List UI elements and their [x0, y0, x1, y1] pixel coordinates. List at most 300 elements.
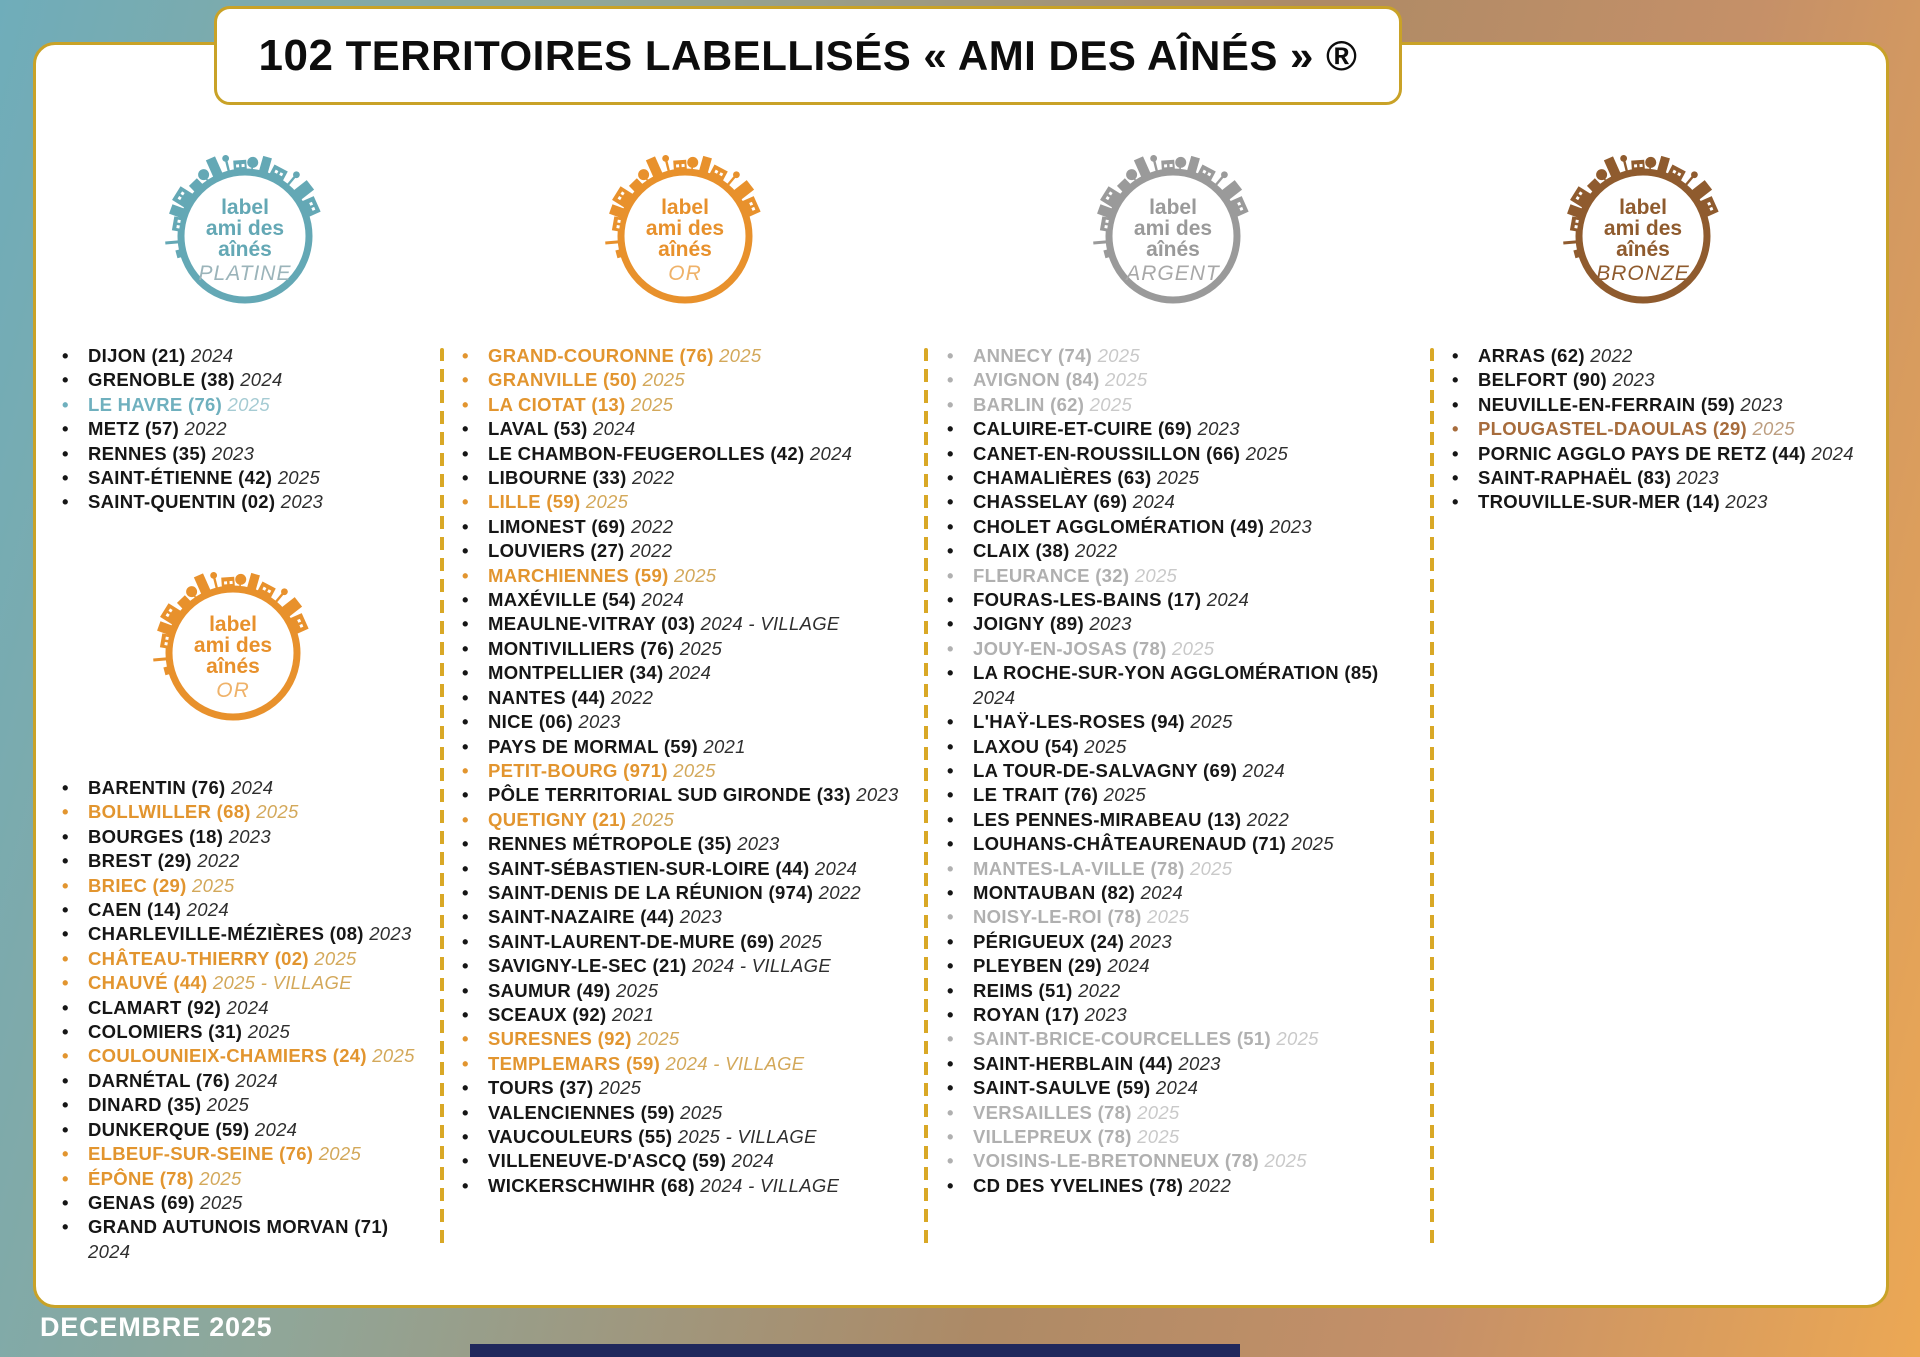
- territory-item: [947, 344, 1417, 368]
- territory-name: COULOUNIEIX-CHAMIERS (24): [88, 1045, 367, 1067]
- bullet-icon: •: [62, 1143, 69, 1165]
- bullet-icon: •: [462, 1150, 469, 1172]
- territory-name: LIBOURNE (33): [488, 467, 627, 489]
- bullet-icon: •: [462, 515, 469, 537]
- label-year: 2023: [223, 825, 271, 847]
- territory-name: CANET-EN-ROUSSILLON (66): [973, 442, 1241, 464]
- label-year: 2022: [605, 686, 654, 708]
- bullet-icon: •: [462, 930, 469, 952]
- territory-item: [62, 947, 422, 971]
- territory-item: [62, 849, 422, 873]
- label-year: 2025: [667, 759, 716, 781]
- territory-item: [462, 1027, 917, 1051]
- label-or-badge-icon: [590, 128, 780, 328]
- label-year: 2024: [1150, 1077, 1199, 1099]
- territory-item: [62, 466, 442, 490]
- label-year: 2023: [1719, 491, 1768, 513]
- territory-name: NANTES (44): [488, 686, 606, 708]
- label-year: 2024: [88, 1240, 131, 1262]
- territory-item: [947, 783, 1417, 807]
- territory-item: [947, 661, 1417, 710]
- bullet-icon: •: [462, 686, 469, 708]
- label-year: 2023: [1264, 515, 1312, 537]
- territory-name: NICE (06): [488, 711, 573, 733]
- column-divider: [924, 348, 928, 1245]
- bullet-icon: •: [462, 589, 469, 611]
- territory-name: SAINT-LAURENT-DE-MURE (69): [488, 930, 775, 952]
- territory-name: DUNKERQUE (59): [88, 1118, 250, 1140]
- bullet-icon: •: [62, 1216, 69, 1238]
- bullet-icon: •: [462, 1101, 469, 1123]
- bullet-icon: •: [1452, 369, 1459, 391]
- svg-text:label: label: [209, 613, 257, 636]
- territory-item: [947, 710, 1417, 734]
- territory-item: [62, 1044, 422, 1068]
- territory-name: LAVAL (53): [488, 418, 588, 440]
- territory-name: SAINT-DENIS DE LA RÉUNION (974): [488, 881, 814, 903]
- territory-item: [462, 344, 917, 368]
- label-platine-badge-icon: [150, 128, 340, 328]
- territory-item: [462, 612, 917, 636]
- territory-name: MARCHIENNES (59): [488, 564, 669, 586]
- territory-item: [462, 490, 917, 514]
- label-year: 2023: [1734, 393, 1783, 415]
- bullet-icon: •: [462, 467, 469, 489]
- title-card: [214, 6, 1402, 105]
- label-year: 2025: [580, 491, 629, 513]
- label-year: 2025 - VILLAGE: [207, 972, 352, 994]
- territory-item: [947, 466, 1417, 490]
- territory-name: L'HAŸ-LES-ROSES (94): [973, 711, 1185, 733]
- svg-text:ami des: ami des: [205, 217, 285, 240]
- territory-name: LE TRAIT (76): [973, 784, 1099, 806]
- label-year: 2025: [631, 1028, 680, 1050]
- column-divider: [1430, 348, 1434, 1245]
- territory-item: [462, 832, 917, 856]
- territory-item: [947, 1027, 1417, 1051]
- label-year: 2022: [191, 850, 240, 872]
- label-year: 2025: [625, 393, 674, 415]
- bullet-icon: •: [62, 442, 69, 464]
- territory-item: [62, 825, 422, 849]
- territory-name: LOUVIERS (27): [488, 540, 625, 562]
- territory-item: [947, 612, 1417, 636]
- svg-text:OR: OR: [668, 262, 702, 285]
- territory-item: [62, 1118, 422, 1142]
- territory-name: VILLENEUVE-D'ASCQ (59): [488, 1150, 727, 1172]
- svg-text:aînés: aînés: [218, 238, 272, 261]
- territory-item: [62, 417, 442, 441]
- label-year: 2024: [249, 1118, 298, 1140]
- territory-item: [462, 954, 917, 978]
- label-year: 2025: [1131, 1101, 1180, 1123]
- territory-name: LA CIOTAT (13): [488, 393, 626, 415]
- bullet-icon: •: [62, 874, 69, 896]
- territory-item: [62, 922, 422, 946]
- label-year: 2023: [1671, 467, 1719, 489]
- bullet-icon: •: [462, 1052, 469, 1074]
- territory-item: [947, 442, 1417, 466]
- territory-item: [947, 954, 1417, 978]
- bullet-icon: •: [947, 613, 954, 635]
- svg-text:ami des: ami des: [193, 634, 273, 657]
- label-year: 2023: [206, 442, 255, 464]
- bullet-icon: •: [62, 1021, 69, 1043]
- bullet-icon: •: [947, 467, 954, 489]
- bullet-icon: •: [947, 979, 954, 1001]
- territory-item: [462, 735, 917, 759]
- bullet-icon: •: [462, 735, 469, 757]
- label-year: 2024: [804, 442, 853, 464]
- label-year: 2024 - VILLAGE: [695, 613, 840, 635]
- bullet-icon: •: [947, 1150, 954, 1172]
- territory-name: LA ROCHE-SUR-YON AGGLOMÉRATION (85): [973, 662, 1379, 684]
- bullet-icon: •: [62, 1118, 69, 1140]
- label-year: 2025: [186, 874, 235, 896]
- territory-name: LIMONEST (69): [488, 515, 626, 537]
- label-year: 2024: [185, 345, 234, 366]
- bullet-icon: •: [947, 930, 954, 952]
- territory-name: SAVIGNY-LE-SEC (21): [488, 955, 687, 977]
- territory-item: [62, 776, 422, 800]
- label-year: 2025: [201, 1094, 250, 1116]
- bullet-icon: •: [462, 345, 469, 366]
- label-year: 2023: [1124, 930, 1173, 952]
- territory-item: [462, 881, 917, 905]
- label-year: 2025: [593, 1077, 642, 1099]
- territory-item: [947, 1125, 1417, 1149]
- label-year: 2025: [668, 564, 717, 586]
- territory-name: WICKERSCHWIHR (68): [488, 1174, 695, 1196]
- territory-item: [947, 1101, 1417, 1125]
- label-year: 2022: [179, 418, 227, 440]
- label-year: 2025: [222, 393, 270, 415]
- label-year: 2025: [626, 808, 675, 830]
- bullet-icon: •: [62, 947, 69, 969]
- bullet-icon: •: [947, 662, 954, 684]
- bullet-icon: •: [62, 996, 69, 1018]
- svg-text:label: label: [221, 196, 269, 219]
- territory-name: SAINT-QUENTIN (02): [88, 491, 276, 513]
- label-year: 2025: [242, 1021, 291, 1043]
- bullet-icon: •: [947, 637, 954, 659]
- bullet-icon: •: [947, 759, 954, 781]
- territory-name: CHASSELAY (69): [973, 491, 1128, 513]
- label-year: 2023: [1192, 418, 1240, 440]
- bullet-icon: •: [947, 491, 954, 513]
- bullet-icon: •: [62, 899, 69, 921]
- territory-name: ELBEUF-SUR-SEINE (76): [88, 1143, 314, 1165]
- label-year: 2022: [1183, 1174, 1232, 1196]
- svg-text:label: label: [1149, 196, 1197, 219]
- territory-name: ARRAS (62): [1478, 345, 1585, 366]
- svg-text:label: label: [1619, 196, 1667, 219]
- bullet-icon: •: [947, 784, 954, 806]
- territory-item: [462, 930, 917, 954]
- bullet-icon: •: [947, 735, 954, 757]
- svg-text:ami des: ami des: [1133, 217, 1213, 240]
- bullet-icon: •: [62, 1191, 69, 1213]
- label-year: 2024: [1237, 759, 1285, 781]
- territory-item: [1452, 442, 1892, 466]
- label-year: 2025: [1084, 393, 1133, 415]
- bullet-icon: •: [1452, 393, 1459, 415]
- territory-name: PÔLE TERRITORIAL SUD GIRONDE (33): [488, 784, 851, 806]
- territory-item: [62, 1020, 422, 1044]
- territory-name: SAUMUR (49): [488, 979, 611, 1001]
- territory-name: GENAS (69): [88, 1191, 195, 1213]
- territory-item: [62, 1069, 422, 1093]
- label-year: 2025: [610, 979, 659, 1001]
- bullet-icon: •: [947, 369, 954, 391]
- territory-name: VILLEPREUX (78): [973, 1126, 1132, 1147]
- territory-name: CD DES YVELINES (78): [973, 1174, 1184, 1196]
- territory-item: [462, 417, 917, 441]
- territory-item: [462, 905, 917, 929]
- territory-name: SAINT-HERBLAIN (44): [973, 1052, 1173, 1074]
- bullet-icon: •: [947, 345, 954, 366]
- territory-name: MEAULNE-VITRAY (03): [488, 613, 696, 635]
- bullet-icon: •: [462, 1077, 469, 1099]
- territory-item: [62, 800, 422, 824]
- bullet-icon: •: [62, 801, 69, 823]
- svg-text:ami des: ami des: [645, 217, 725, 240]
- bullet-icon: •: [947, 906, 954, 928]
- territory-name: CALUIRE-ET-CUIRE (69): [973, 418, 1193, 440]
- bullet-icon: •: [947, 955, 954, 977]
- territory-name: SURESNES (92): [488, 1028, 632, 1050]
- label-year: 2025: [313, 1143, 362, 1165]
- territory-item: [947, 637, 1417, 661]
- territory-item: [462, 710, 917, 734]
- label-year: 2025: [674, 1101, 723, 1123]
- territory-item: [62, 971, 422, 995]
- bullet-icon: •: [1452, 467, 1459, 489]
- bullet-icon: •: [462, 1174, 469, 1196]
- bullet-icon: •: [947, 540, 954, 562]
- bullet-icon: •: [62, 393, 69, 415]
- territory-item: [62, 1191, 422, 1215]
- territory-item: [62, 442, 442, 466]
- territory-item: [947, 588, 1417, 612]
- territory-item: [462, 783, 917, 807]
- territory-name: PORNIC AGGLO PAYS DE RETZ (44): [1478, 442, 1806, 464]
- label-year: 2024: [587, 418, 636, 440]
- territory-item: [462, 515, 917, 539]
- bullet-icon: •: [462, 1126, 469, 1147]
- bullet-icon: •: [947, 1126, 954, 1147]
- bullet-icon: •: [947, 857, 954, 879]
- bullet-icon: •: [947, 1052, 954, 1074]
- label-year: 2025: [193, 1167, 242, 1189]
- label-year: 2021: [697, 735, 746, 757]
- bullet-icon: •: [462, 711, 469, 733]
- territory-name: VOISINS-LE-BRETONNEUX (78): [973, 1150, 1260, 1172]
- territory-item: [462, 393, 917, 417]
- territory-name: CHÂTEAU-THIERRY (02): [88, 947, 309, 969]
- territory-name: BREST (29): [88, 850, 192, 872]
- label-year: 2023: [363, 923, 412, 945]
- label-year: 2025: [1166, 637, 1215, 659]
- bullet-icon: •: [462, 369, 469, 391]
- territory-name: PÉRIGUEUX (24): [973, 930, 1125, 952]
- territory-item: [947, 1052, 1417, 1076]
- territory-item: [462, 1101, 917, 1125]
- bullet-icon: •: [62, 418, 69, 440]
- label-year: 2025: [1240, 442, 1289, 464]
- territory-item: [462, 857, 917, 881]
- territory-item: [1452, 368, 1892, 392]
- territory-name: CHARLEVILLE-MÉZIÈRES (08): [88, 923, 364, 945]
- svg-text:ARGENT: ARGENT: [1126, 262, 1220, 285]
- territory-name: CHOLET AGGLOMÉRATION (49): [973, 515, 1265, 537]
- territory-name: FOURAS-LES-BAINS (17): [973, 589, 1202, 611]
- territory-name: GRAND AUTUNOIS MORVAN (71): [88, 1216, 389, 1238]
- bullet-icon: •: [62, 825, 69, 847]
- territory-name: VAUCOULEURS (55): [488, 1126, 673, 1147]
- territory-item: [947, 832, 1417, 856]
- label-year: 2024: [181, 899, 229, 921]
- bullet-icon: •: [947, 881, 954, 903]
- territory-name: MONTIVILLIERS (76): [488, 637, 675, 659]
- territory-item: [62, 898, 422, 922]
- territory-name: LA TOUR-DE-SALVAGNY (69): [973, 759, 1238, 781]
- territory-name: BELFORT (90): [1478, 369, 1607, 391]
- territory-item: [462, 808, 917, 832]
- bullet-icon: •: [62, 777, 69, 798]
- label-year: 2023: [1079, 1003, 1127, 1025]
- bullet-icon: •: [947, 711, 954, 733]
- or-territories-list-1: [62, 776, 422, 1264]
- territory-item: [62, 393, 442, 417]
- territory-item: [462, 564, 917, 588]
- territory-item: [947, 368, 1417, 392]
- territory-name: GRANVILLE (50): [488, 369, 638, 391]
- territory-name: METZ (57): [88, 418, 180, 440]
- svg-text:BRONZE: BRONZE: [1596, 262, 1690, 285]
- bullet-icon: •: [62, 1069, 69, 1091]
- territory-item: [462, 442, 917, 466]
- or-territories-list-2: [462, 344, 917, 1198]
- bullet-icon: •: [62, 923, 69, 945]
- territory-name: AVIGNON (84): [973, 369, 1100, 391]
- bullet-icon: •: [947, 1174, 954, 1196]
- territory-item: [62, 1093, 422, 1117]
- territory-item: [947, 735, 1417, 759]
- label-year: 2024: [726, 1150, 774, 1172]
- territory-item: [62, 996, 422, 1020]
- bullet-icon: •: [462, 979, 469, 1001]
- label-year: 2022: [1069, 540, 1118, 562]
- territory-name: CLAIX (38): [973, 540, 1070, 562]
- page-title: TERRITOIRES LABELLISÉS « AMI DES AÎNÉS » ®: [333, 31, 1358, 79]
- territory-name: JOUY-EN-JOSAS (78): [973, 637, 1167, 659]
- territory-name: DARNÉTAL (76): [88, 1069, 230, 1091]
- territory-item: [947, 393, 1417, 417]
- territory-item: [462, 1125, 917, 1149]
- territory-name: SCEAUX (92): [488, 1003, 607, 1025]
- territory-name: BRIEC (29): [88, 874, 187, 896]
- territory-name: BARLIN (62): [973, 393, 1085, 415]
- label-or-badge-icon: [138, 545, 328, 745]
- territory-name: COLOMIERS (31): [88, 1021, 243, 1043]
- label-year: 2022: [1584, 345, 1633, 366]
- label-year: 2023: [850, 784, 899, 806]
- territory-name: CAEN (14): [88, 899, 182, 921]
- label-year: 2025: [1286, 833, 1334, 855]
- territory-name: NOISY-LE-ROI (78): [973, 906, 1142, 928]
- bullet-icon: •: [947, 515, 954, 537]
- bullet-icon: •: [462, 418, 469, 440]
- label-year: 2022: [813, 881, 862, 903]
- territory-item: [462, 466, 917, 490]
- territory-item: [462, 1003, 917, 1027]
- svg-text:OR: OR: [216, 679, 250, 702]
- territory-name: DINARD (35): [88, 1094, 202, 1116]
- bullet-icon: •: [462, 906, 469, 928]
- territory-item: [1452, 417, 1892, 441]
- territory-item: [947, 1174, 1417, 1198]
- territory-item: [462, 1149, 917, 1173]
- bottom-navy-bar: [470, 1344, 1240, 1357]
- territory-name: MONTAUBAN (82): [973, 881, 1136, 903]
- label-year: 2025: [366, 1045, 415, 1067]
- bullet-icon: •: [462, 857, 469, 879]
- bullet-icon: •: [947, 442, 954, 464]
- territory-item: [62, 1167, 422, 1191]
- label-year: 2023: [1083, 613, 1132, 635]
- territory-item: [462, 1052, 917, 1076]
- bullet-icon: •: [462, 540, 469, 562]
- territory-item: [462, 979, 917, 1003]
- territory-item: [462, 539, 917, 563]
- territory-name: PLEYBEN (29): [973, 955, 1103, 977]
- territory-name: LOUHANS-CHÂTEAURENAUD (71): [973, 833, 1287, 855]
- territory-item: [947, 1076, 1417, 1100]
- label-year: 2024 - VILLAGE: [686, 955, 831, 977]
- bullet-icon: •: [462, 955, 469, 977]
- territory-name: PETIT-BOURG (971): [488, 759, 668, 781]
- bullet-icon: •: [62, 491, 69, 513]
- territory-name: DIJON (21): [88, 345, 186, 366]
- bullet-icon: •: [462, 1028, 469, 1050]
- label-year: 2024: [1201, 589, 1250, 611]
- label-year: 2025: [1099, 369, 1148, 391]
- label-year: 2025: [1141, 906, 1190, 928]
- territory-name: ROYAN (17): [973, 1003, 1080, 1025]
- territory-name: TEMPLEMARS (59): [488, 1052, 661, 1074]
- label-year: 2025: [1747, 418, 1795, 440]
- label-year: 2024: [636, 589, 684, 611]
- bullet-icon: •: [1452, 491, 1459, 513]
- territory-name: PLOUGASTEL-DAOULAS (29): [1478, 418, 1747, 440]
- label-year: 2025: [1184, 711, 1233, 733]
- territory-item: [947, 539, 1417, 563]
- label-year: 2023: [674, 906, 723, 928]
- territory-item: [947, 515, 1417, 539]
- svg-text:aînés: aînés: [1616, 238, 1670, 261]
- territory-item: [947, 1003, 1417, 1027]
- bullet-icon: •: [462, 491, 469, 513]
- territory-item: [947, 564, 1417, 588]
- bullet-icon: •: [462, 1003, 469, 1025]
- territory-item: [947, 905, 1417, 929]
- territory-item: [62, 368, 442, 392]
- label-year: 2022: [624, 540, 673, 562]
- label-year: 2025: [674, 637, 723, 659]
- territory-name: SAINT-SAULVE (59): [973, 1077, 1151, 1099]
- label-year: 2025: [308, 947, 357, 969]
